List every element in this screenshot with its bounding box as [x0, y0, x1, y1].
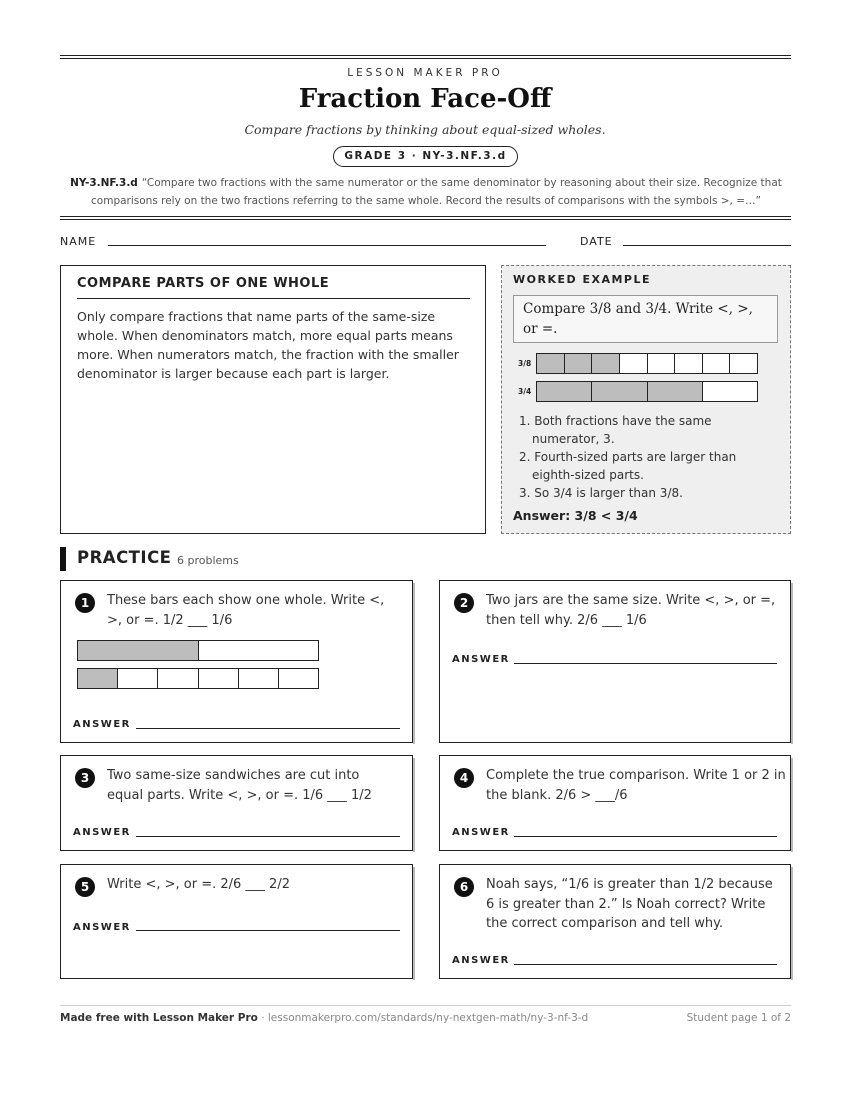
- header-rule-bottom: [60, 216, 791, 220]
- answer-line[interactable]: [514, 663, 777, 664]
- problem-card-3: [60, 755, 413, 851]
- practice-count: 6 problems: [177, 554, 239, 567]
- header-rule-top: [60, 55, 791, 59]
- concept-title: COMPARE PARTS OF ONE WHOLE: [77, 276, 470, 299]
- footer-credit: [60, 1012, 588, 1024]
- bar-label-fourths: 3/4: [518, 387, 532, 396]
- problem-card-5: [60, 864, 413, 979]
- concept-text: Only compare fractions that name parts of the same-size whole. When denominators match, more equal parts means more. When numerators match, the fraction with the smaller denominator is larger because each part is larger.: [77, 309, 459, 381]
- answer-line[interactable]: [136, 728, 400, 729]
- standard-text: “Compare two fractions with the same numerator or the same denominator by reasoning about their size. Recognize that comparisons rely on the two fractions referring to the same whole. Record the results of comparisons with the symbols >, =…”: [91, 177, 782, 207]
- problem-number: 4: [454, 768, 474, 788]
- footer-made-with: Made free with Lesson Maker Pro: [60, 1012, 258, 1024]
- answer-label: ANSWER: [73, 922, 131, 933]
- step-2: 2. Fourth-sized parts are larger than eighth-sized parts.: [519, 450, 737, 482]
- worked-example-steps: [519, 412, 781, 502]
- unshaded-part: [199, 669, 239, 688]
- problem-card-2: [439, 580, 791, 743]
- practice-title: PRACTICE: [77, 548, 172, 567]
- fraction-bar-sixths: [77, 668, 319, 689]
- shaded-part: [537, 382, 592, 401]
- date-field[interactable]: [623, 245, 791, 246]
- fraction-bar-fourths: [536, 381, 758, 402]
- practice-marker: [60, 547, 66, 571]
- shaded-part: [537, 354, 565, 373]
- shaded-part: [648, 382, 703, 401]
- problem-card-6: [439, 864, 791, 979]
- footer-page-number: Student page 1 of 2: [686, 1012, 791, 1024]
- worked-example-label: WORKED EXAMPLE: [513, 273, 651, 286]
- problem-number: 3: [75, 768, 95, 788]
- concept-box: [60, 265, 486, 534]
- unshaded-part: [279, 669, 318, 688]
- answer-line[interactable]: [136, 836, 400, 837]
- answer-label: ANSWER: [73, 827, 131, 838]
- problem-number: 5: [75, 877, 95, 897]
- worked-example-box: [501, 265, 791, 534]
- problem-number: 6: [454, 877, 474, 897]
- problem-number: 1: [75, 593, 95, 613]
- step-3: 3. So 3/4 is larger than 3/8.: [519, 486, 683, 500]
- answer-line[interactable]: [136, 930, 400, 931]
- unshaded-part: [199, 641, 319, 660]
- fraction-bar-eighths: [536, 353, 758, 374]
- unshaded-part: [239, 669, 279, 688]
- answer-line[interactable]: [514, 964, 777, 965]
- answer-line[interactable]: [514, 836, 777, 837]
- worksheet-subtitle: Compare fractions by thinking about equal-sized wholes.: [244, 122, 606, 137]
- problem-text: Complete the true comparison. Write 1 or 2 in the blank. 2/6 > ___/6: [486, 768, 786, 803]
- unshaded-part: [118, 669, 158, 688]
- unshaded-part: [158, 669, 198, 688]
- problem-number: 2: [454, 593, 474, 613]
- shaded-part: [565, 354, 593, 373]
- problem-card-4: [439, 755, 791, 851]
- footer-url: · lessonmakerpro.com/standards/ny-nextgen-math/ny-3-nf-3-d: [257, 1012, 589, 1024]
- standard-code: NY-3.NF.3.d: [70, 177, 138, 189]
- unshaded-part: [730, 354, 757, 373]
- bar-label-eighths: 3/8: [518, 359, 532, 368]
- worked-example-answer: Answer: 3/8 < 3/4: [513, 508, 638, 523]
- problem-text: Two jars are the same size. Write <, >, or =, then tell why. 2/6 ___ 1/6: [486, 593, 776, 628]
- answer-label: ANSWER: [452, 827, 510, 838]
- answer-label: ANSWER: [452, 654, 510, 665]
- problem-text: These bars each show one whole. Write <, >, or =. 1/2 ___ 1/6: [107, 593, 385, 628]
- unshaded-part: [703, 354, 731, 373]
- shaded-part: [78, 641, 199, 660]
- brand-name: LESSON MAKER PRO: [347, 67, 503, 79]
- standard-description: [62, 174, 790, 210]
- problem-text: Two same-size sandwiches are cut into equal parts. Write <, >, or =. 1/6 ___ 1/2: [107, 768, 372, 803]
- shaded-part: [592, 354, 620, 373]
- name-field[interactable]: [108, 245, 546, 246]
- step-1: 1. Both fractions have the same numerator, 3.: [519, 414, 712, 446]
- unshaded-part: [620, 354, 648, 373]
- answer-label: ANSWER: [452, 955, 510, 966]
- problem-text: Write <, >, or =. 2/6 ___ 2/2: [107, 877, 290, 892]
- name-label: NAME: [60, 235, 97, 248]
- unshaded-part: [675, 354, 703, 373]
- date-label: DATE: [580, 235, 613, 248]
- fraction-bar-halves: [77, 640, 319, 661]
- problem-text: Noah says, “1/6 is greater than 1/2 because 6 is greater than 2.” Is Noah correct? Write the correct comparison and tell why.: [486, 877, 773, 931]
- problem-card-1: [60, 580, 413, 743]
- unshaded-part: [703, 382, 757, 401]
- shaded-part: [592, 382, 647, 401]
- answer-label: ANSWER: [73, 719, 131, 730]
- worked-example-prompt: Compare 3/8 and 3/4. Write <, >, or =.: [513, 295, 778, 343]
- unshaded-part: [648, 354, 676, 373]
- grade-badge: GRADE 3 · NY-3.NF.3.d: [333, 146, 518, 167]
- footer-rule: [60, 1005, 791, 1006]
- worksheet-title: Fraction Face-Off: [298, 84, 552, 114]
- shaded-part: [78, 669, 118, 688]
